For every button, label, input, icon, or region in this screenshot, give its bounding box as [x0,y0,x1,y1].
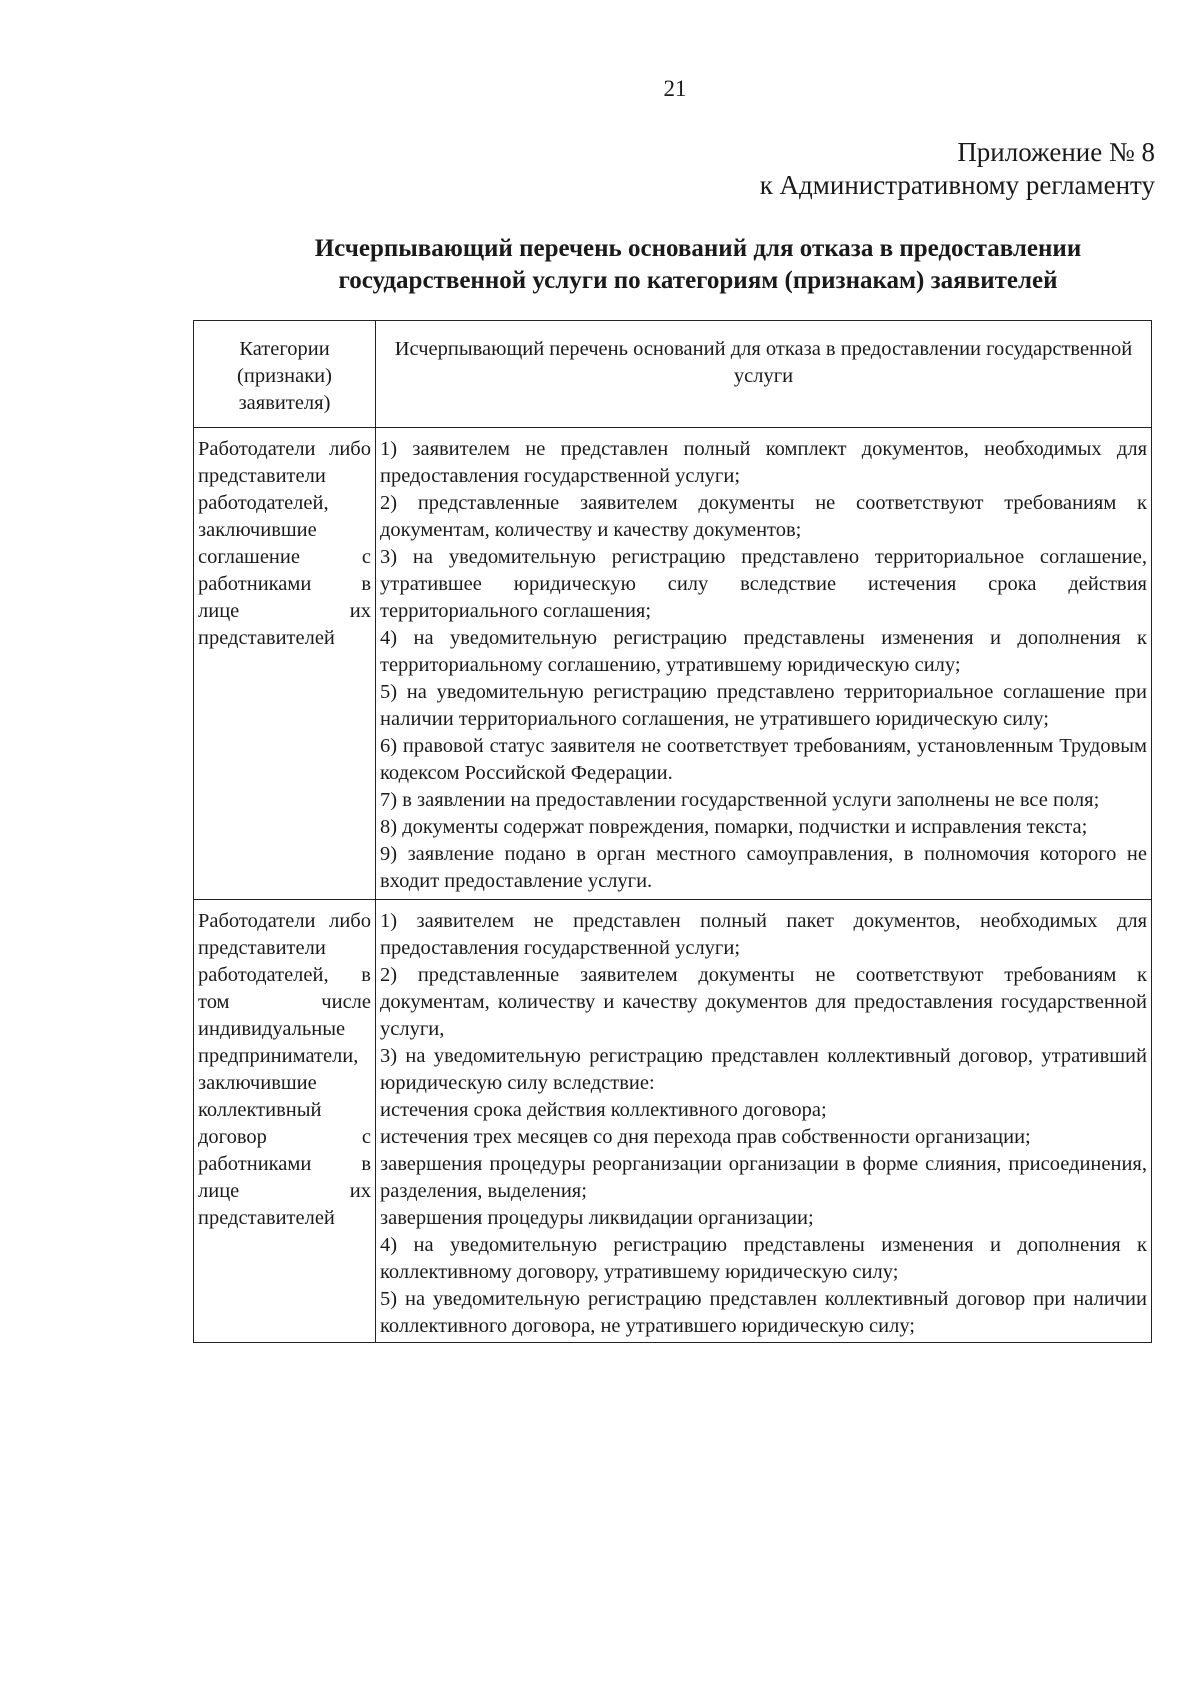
grounds-item: истечения срока действия коллективного договора; [380,1099,827,1121]
refusal-grounds-table [193,320,1152,1343]
grounds-item: завершения процедуры реорганизации организации в форме слияния, присоединения, разделения, выделения; [380,1153,1147,1202]
grounds-item: 8) документы содержат повреждения, помарки, подчистки и исправления текста; [380,816,1088,838]
appendix-number: Приложение № 8 [957,137,1155,167]
grounds-item: 3) на уведомительную регистрацию представлен коллективный договор, утративший юридическую силу вследствие: [380,1045,1147,1094]
grounds-item: 6) правовой статус заявителя не соответствует требованиям, установленным Трудовым кодексом Российской Федерации. [380,735,1147,784]
grounds-item: 5) на уведомительную регистрацию представлено территориальное соглашение при наличии территориального соглашения, не утратившего юридическую силу; [380,681,1147,730]
grounds-item: 7) в заявлении на предоставлении государственной услуги заполнены не все поля; [380,789,1100,811]
table-row [194,900,1152,1343]
grounds-item: 3) на уведомительную регистрацию представлено территориальное соглашение, утратившее юридическую силу вследствие истечения срока действия территориального соглашения; [380,546,1147,622]
header-grounds: Исчерпывающий перечень оснований для отказа в предоставлении государственной услуги [376,321,1152,428]
grounds-item: 5) на уведомительную регистрацию представлен коллективный договор при наличии коллективного договора, не утратившего юридическую силу; [380,1288,1147,1337]
category-cell: Работодатели либо представители работодателей, в том числе индивидуальные предприниматели, заключившие коллективный договор с работниками в лице их представителей [194,900,376,1343]
category-cell: Работодатели либо представители работодателей, заключившие соглашение с работниками в лице их представителей [194,428,376,900]
appendix-regulation: к Административному регламенту [759,170,1155,200]
grounds-item: 2) представленные заявителем документы не соответствуют требованиям к документам, количеству и качеству документов; [380,492,1147,541]
document-title [240,233,1156,297]
table-row [194,428,1152,900]
grounds-item: 2) представленные заявителем документы не соответствуют требованиям к документам, количеству и качеству документов для предоставления государственной услуги, [380,964,1147,1040]
appendix-reference [760,136,1155,202]
grounds-item: завершения процедуры ликвидации организации; [380,1207,814,1229]
document-title-line-2: государственной услуги по категориям (признакам) заявителей [338,267,1058,294]
grounds-item: 1) заявителем не представлен полный пакет документов, необходимых для предоставления государственной услуги; [380,910,1147,959]
document-title-line-1: Исчерпывающий перечень оснований для отказа в предоставлении [314,235,1082,262]
grounds-cell [376,428,1152,900]
grounds-item: 1) заявителем не представлен полный комплект документов, необходимых для предоставления государственной услуги; [380,438,1147,487]
grounds-item: 4) на уведомительную регистрацию представлены изменения и дополнения к коллективному договору, утратившему юридическую силу; [380,1234,1147,1283]
grounds-item: 9) заявление подано в орган местного самоуправления, в полномочия которого не входит предоставление услуги. [380,843,1147,892]
grounds-item: 4) на уведомительную регистрацию представлены изменения и дополнения к территориальному соглашению, утратившему юридическую силу; [380,627,1147,676]
grounds-item: истечения трех месяцев со дня перехода прав собственности организации; [380,1126,1031,1148]
page-number: 21 [663,76,687,101]
grounds-cell [376,900,1152,1343]
header-category: Категории (признаки) заявителя) [194,321,376,428]
table-header-row [194,321,1152,428]
